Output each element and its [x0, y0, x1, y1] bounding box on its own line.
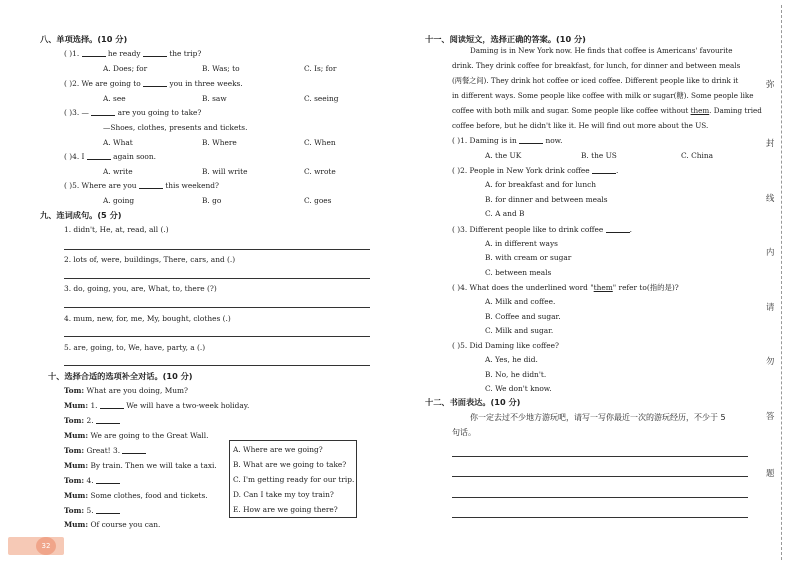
answer-blank[interactable]	[91, 109, 115, 116]
passage-line-6: coffee before, but he didn't like it. He will find out more about the US.	[452, 121, 709, 130]
option-c: C. seeing	[304, 94, 339, 103]
answer-blank[interactable]	[96, 507, 120, 514]
q-text: Where are you	[81, 181, 137, 190]
s8-q3	[64, 109, 201, 116]
dialog-option-e: E. How are we going there?	[233, 505, 338, 514]
s8-q4	[64, 153, 156, 160]
rq1-option-a: A. the UK	[485, 151, 522, 160]
dialog-option-d: D. Can I take my toy train?	[233, 490, 334, 499]
answer-blank[interactable]	[606, 226, 630, 233]
option-b: B. will write	[202, 167, 248, 176]
option-b: B. saw	[202, 94, 227, 103]
seal-char-6: 勿	[766, 356, 775, 366]
seal-char-8: 题	[766, 468, 775, 478]
passage-line-5: coffee with both milk and sugar. Some people like coffee without them. Daming tried	[452, 106, 762, 115]
section11-title: 十一、阅读短文，选择正确的答案。(10 分)	[425, 34, 586, 44]
seal-char-3: 线	[766, 193, 775, 203]
reorder-item-2: 2. lots of, were, buildings, There, cars, and (.)	[64, 255, 236, 264]
writing-line[interactable]	[452, 456, 748, 457]
rq1-option-b: B. the US	[581, 151, 617, 160]
section12-title: 十二、书面表达。(10 分)	[425, 397, 521, 407]
rq2-option-a: A. for breakfast and for lunch	[485, 180, 596, 189]
rq4-option-a: A. Milk and coffee.	[485, 297, 556, 306]
dialog-option-c: C. I'm getting ready for our trip.	[233, 475, 355, 484]
rq1-option-c: C. China	[681, 151, 714, 160]
q-text: are you going to take?	[117, 108, 202, 117]
seal-char-4: 内	[766, 247, 775, 257]
dialog-line-1: Tom: What are you doing, Mum?	[64, 386, 189, 395]
section9-title: 九、连词成句。(5 分)	[40, 210, 122, 220]
option-c: C. wrote	[304, 167, 336, 176]
reorder-item-1: 1. didn't, He, at, read, all (.)	[64, 225, 169, 234]
dialog-line-9: Tom: 5.	[64, 507, 120, 514]
section8-title: 八、单项选择。(10 分)	[40, 34, 128, 44]
rq3-option-a: A. in different ways	[485, 239, 558, 248]
q-text: the trip?	[169, 49, 202, 58]
dialog-line-3: Tom: 2.	[64, 417, 120, 424]
q-text: you in three weeks.	[169, 79, 243, 88]
option-c: C. Is; for	[304, 64, 337, 73]
passage-line-4: in different ways. Some people like coffee with milk or sugar(糖). Some people like	[452, 91, 754, 100]
q-text: —	[81, 108, 89, 117]
reorder-item-3: 3. do, going, you, are, What, to, there (?)	[64, 284, 217, 293]
reorder-item-4: 4. mum, new, for, me, My, bought, clothes (.)	[64, 314, 231, 323]
option-b: B. Was; to	[202, 64, 240, 73]
writing-line[interactable]	[452, 497, 748, 498]
answer-blank[interactable]	[96, 417, 120, 424]
s8-q5	[64, 182, 219, 189]
q-text: this weekend?	[165, 181, 219, 190]
rq4: ( )4. What does the underlined word "them" refer to(指的是)?	[452, 283, 679, 292]
answer-blank[interactable]	[82, 50, 106, 57]
answer-line[interactable]	[64, 336, 370, 337]
answer-blank[interactable]	[592, 167, 616, 174]
reorder-item-5: 5. are, going, to, We, have, party, a (.)	[64, 343, 206, 352]
answer-blank[interactable]	[96, 477, 120, 484]
rq3-option-c: C. between meals	[485, 268, 552, 277]
writing-prompt-2: 句话。	[452, 428, 476, 437]
binding-line	[781, 5, 782, 560]
rq3: ( )3. Different people like to drink coffee .	[452, 225, 633, 234]
passage-line-2: drink. They drink coffee for breakfast, for lunch, for dinner and between meals	[452, 61, 741, 70]
q3-response: —Shoes, clothes, presents and tickets.	[103, 123, 248, 132]
seal-char-1: 弥	[766, 79, 775, 89]
dialog-line-6: Mum: By train. Then we will take a taxi.	[64, 461, 217, 470]
seal-char-7: 答	[766, 411, 775, 421]
dialog-line-10: Mum: Of course you can.	[64, 520, 161, 529]
q-text: We are going to	[81, 79, 141, 88]
writing-line[interactable]	[452, 476, 748, 477]
q-num: ( )4.	[64, 152, 80, 161]
option-a: A. going	[103, 196, 135, 205]
rq5: ( )5. Did Daming like coffee?	[452, 341, 559, 350]
option-b: B. go	[202, 196, 222, 205]
passage-line-1: Daming is in New York now. He finds that coffee is Americans' favourite	[470, 46, 733, 55]
q-text: he ready	[107, 49, 141, 58]
answer-blank[interactable]	[87, 153, 111, 160]
option-a: A. see	[103, 94, 126, 103]
answer-blank[interactable]	[143, 50, 167, 57]
dialog-line-5: Tom: Great! 3.	[64, 447, 146, 454]
option-a: A. write	[103, 167, 133, 176]
rq1: ( )1. Daming is in now.	[452, 136, 563, 145]
s8-q1	[64, 50, 201, 57]
rq2-option-b: B. for dinner and between meals	[485, 195, 608, 204]
option-b: B. Where	[202, 138, 237, 147]
dialog-line-4: Mum: We are going to the Great Wall.	[64, 431, 209, 440]
answer-line[interactable]	[64, 365, 370, 366]
answer-line[interactable]	[64, 249, 370, 250]
dialog-line-7: Tom: 4.	[64, 477, 120, 484]
rq5-option-a: A. Yes, he did.	[485, 355, 538, 364]
dialog-option-a: A. Where are we going?	[233, 445, 323, 454]
answer-line[interactable]	[64, 278, 370, 279]
answer-blank[interactable]	[100, 402, 124, 409]
q-text: again soon.	[113, 152, 156, 161]
writing-prompt-1: 你一定去过不少地方游玩吧，请写一写你最近一次的游玩经历，不少于 5	[470, 413, 726, 422]
q-num: ( )2.	[64, 79, 80, 88]
q-num: ( )1.	[64, 49, 80, 58]
rq4-option-c: C. Milk and sugar.	[485, 326, 554, 335]
dialog-option-b: B. What are we going to take?	[233, 460, 347, 469]
page-number: 32	[36, 537, 56, 555]
q-num: ( )3.	[64, 108, 80, 117]
rq5-option-c: C. We don't know.	[485, 384, 552, 393]
section10-title: 十、选择合适的选项补全对话。(10 分)	[48, 371, 193, 381]
s8-q2	[64, 80, 243, 87]
dialog-line-8: Mum: Some clothes, food and tickets.	[64, 491, 208, 500]
seal-char-2: 封	[766, 138, 775, 148]
option-a: A. What	[103, 138, 133, 147]
rq4-option-b: B. Coffee and sugar.	[485, 312, 561, 321]
option-c: C. When	[304, 138, 336, 147]
rq2: ( )2. People in New York drink coffee .	[452, 166, 619, 175]
passage-line-3: (两餐之间). They drink hot coffee or iced coffee. Different people like to drink it	[452, 76, 739, 85]
writing-line[interactable]	[452, 517, 748, 518]
rq5-option-b: B. No, he didn't.	[485, 370, 547, 379]
rq3-option-b: B. with cream or sugar	[485, 253, 572, 262]
answer-line[interactable]	[64, 307, 370, 308]
option-a: A. Does; for	[103, 64, 148, 73]
answer-blank[interactable]	[139, 182, 163, 189]
answer-blank[interactable]	[519, 137, 543, 144]
dialog-line-2: Mum: 1. We will have a two-week holiday.	[64, 401, 250, 410]
answer-blank[interactable]	[143, 80, 167, 87]
q-num: ( )5.	[64, 181, 80, 190]
seal-char-5: 请	[766, 302, 775, 312]
answer-blank[interactable]	[122, 447, 146, 454]
q-text: I	[81, 152, 85, 161]
option-c: C. goes	[304, 196, 332, 205]
rq2-option-c: C. A and B	[485, 209, 525, 218]
